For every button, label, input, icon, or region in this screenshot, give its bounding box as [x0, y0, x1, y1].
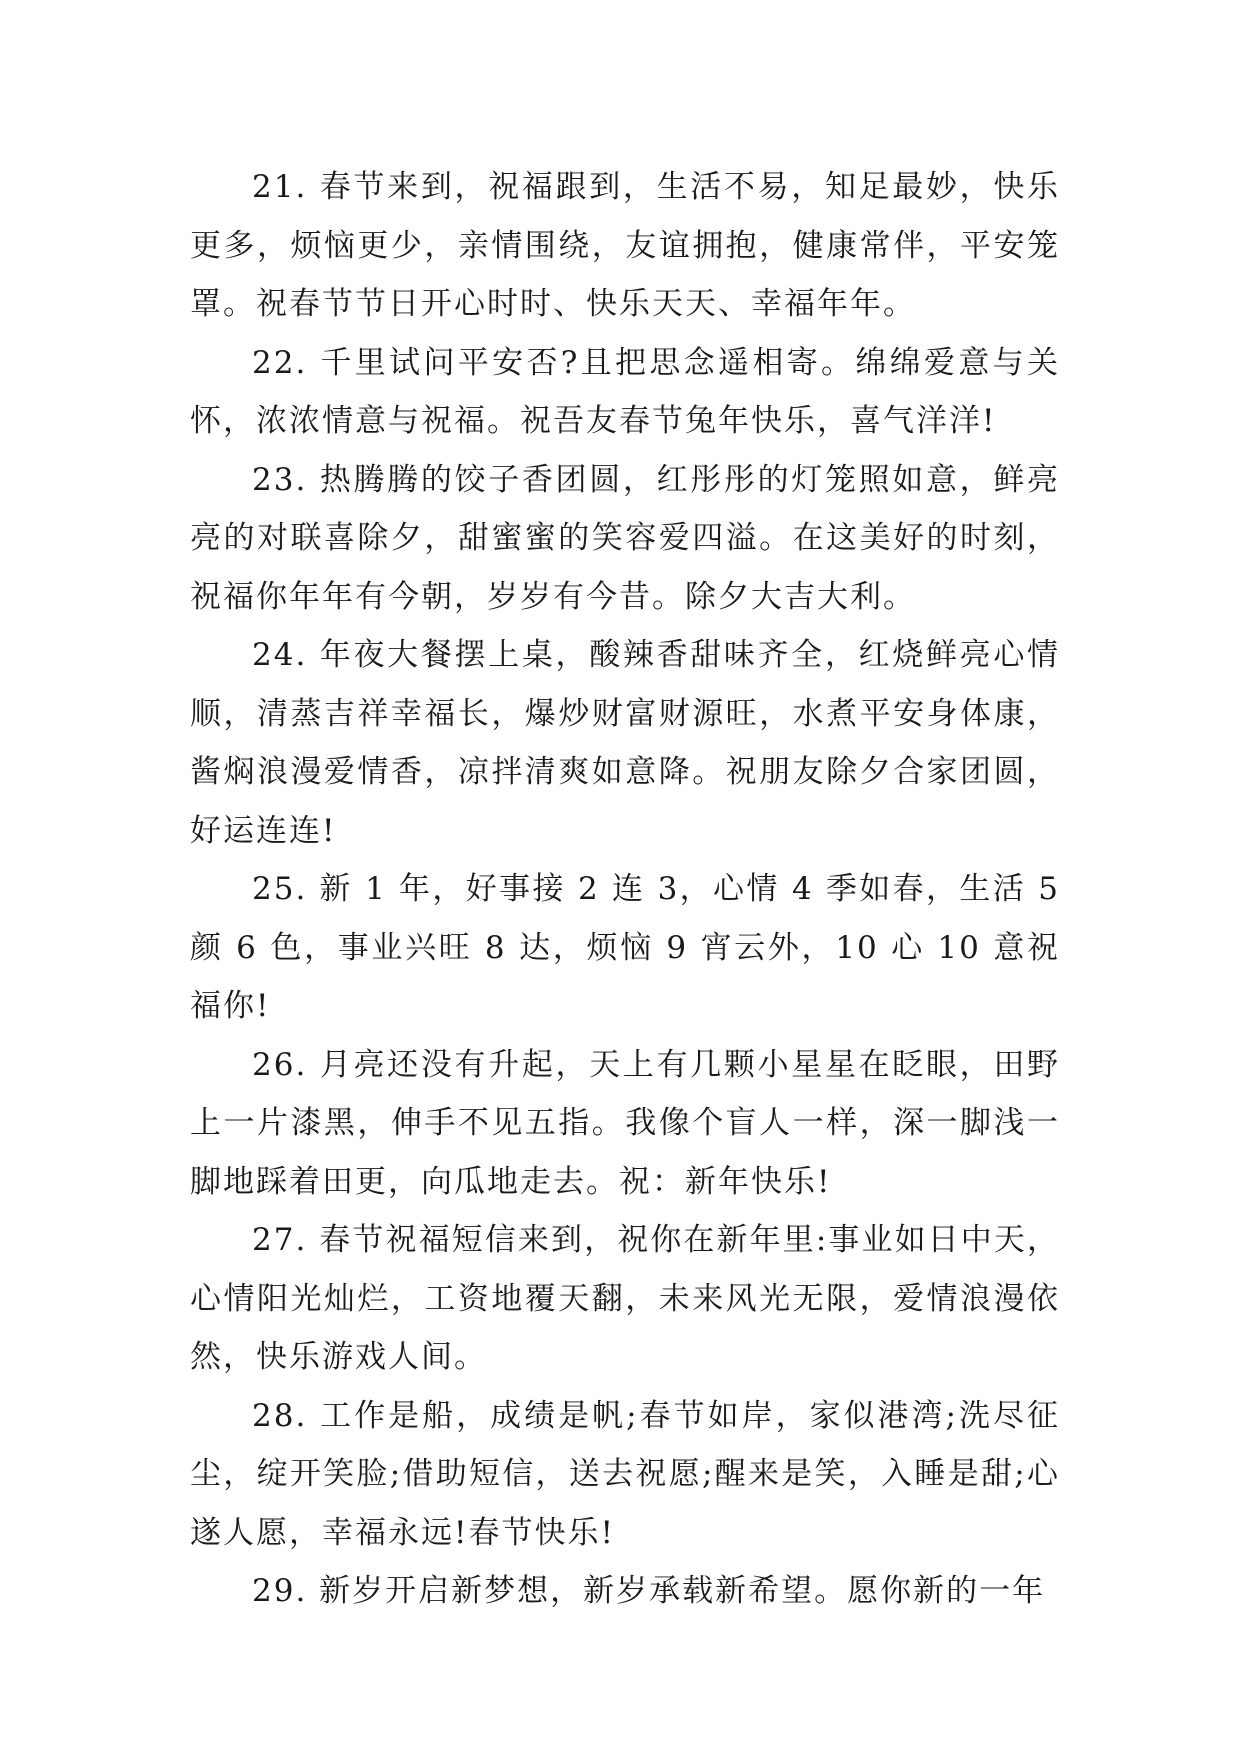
paragraph-24: 24. 年夜大餐摆上桌，酸辣香甜味齐全，红烧鲜亮心情顺，清蒸吉祥幸福长，爆炒财富财源旺，水煮平安身体康，酱焖浪漫爱情香，凉拌清爽如意降。祝朋友除夕合家团圆，好运连连! [190, 637, 1060, 849]
document-body [190, 158, 1060, 1621]
paragraph-26: 26. 月亮还没有升起，天上有几颗小星星在眨眼，田野上一片漆黑，伸手不见五指。我像个盲人一样，深一脚浅一脚地踩着田更，向瓜地走去。祝：新年快乐! [190, 1046, 1060, 1200]
paragraph-23: 23. 热腾腾的饺子香团圆，红彤彤的灯笼照如意，鲜亮亮的对联喜除夕，甜蜜蜜的笑容爱四溢。在这美好的时刻，祝福你年年有今朝，岁岁有今昔。除夕大吉大利。 [190, 461, 1060, 615]
paragraph-29: 29. 新岁开启新梦想，新岁承载新希望。愿你新的一年 [252, 1573, 1046, 1609]
paragraph-22: 22. 千里试问平安否?且把思念遥相寄。绵绵爱意与关怀，浓浓情意与祝福。祝吾友春节兔年快乐，喜气洋洋! [190, 344, 1060, 439]
paragraph-25: 25. 新 1 年，好事接 2 连 3，心情 4 季如春，生活 5 颜 6 色，事业兴旺 8 达，烦恼 9 宵云外，10 心 10 意祝福你! [190, 871, 1060, 1024]
paragraph-21: 21. 春节来到，祝福跟到，生活不易，知足最妙，快乐更多，烦恼更少，亲情围绕，友谊拥抱，健康常伴，平安笼罩。祝春节节日开心时时、快乐天天、幸福年年。 [190, 169, 1060, 322]
paragraph-28: 28. 工作是船，成绩是帆;春节如岸，家似港湾;洗尽征尘，绽开笑脸;借助短信，送去祝愿;醒来是笑，入睡是甜;心遂人愿，幸福永远!春节快乐! [190, 1397, 1060, 1551]
paragraph-27: 27. 春节祝福短信来到，祝你在新年里:事业如日中天，心情阳光灿烂，工资地覆天翻，未来风光无限，爱情浪漫依然，快乐游戏人间。 [190, 1222, 1060, 1375]
